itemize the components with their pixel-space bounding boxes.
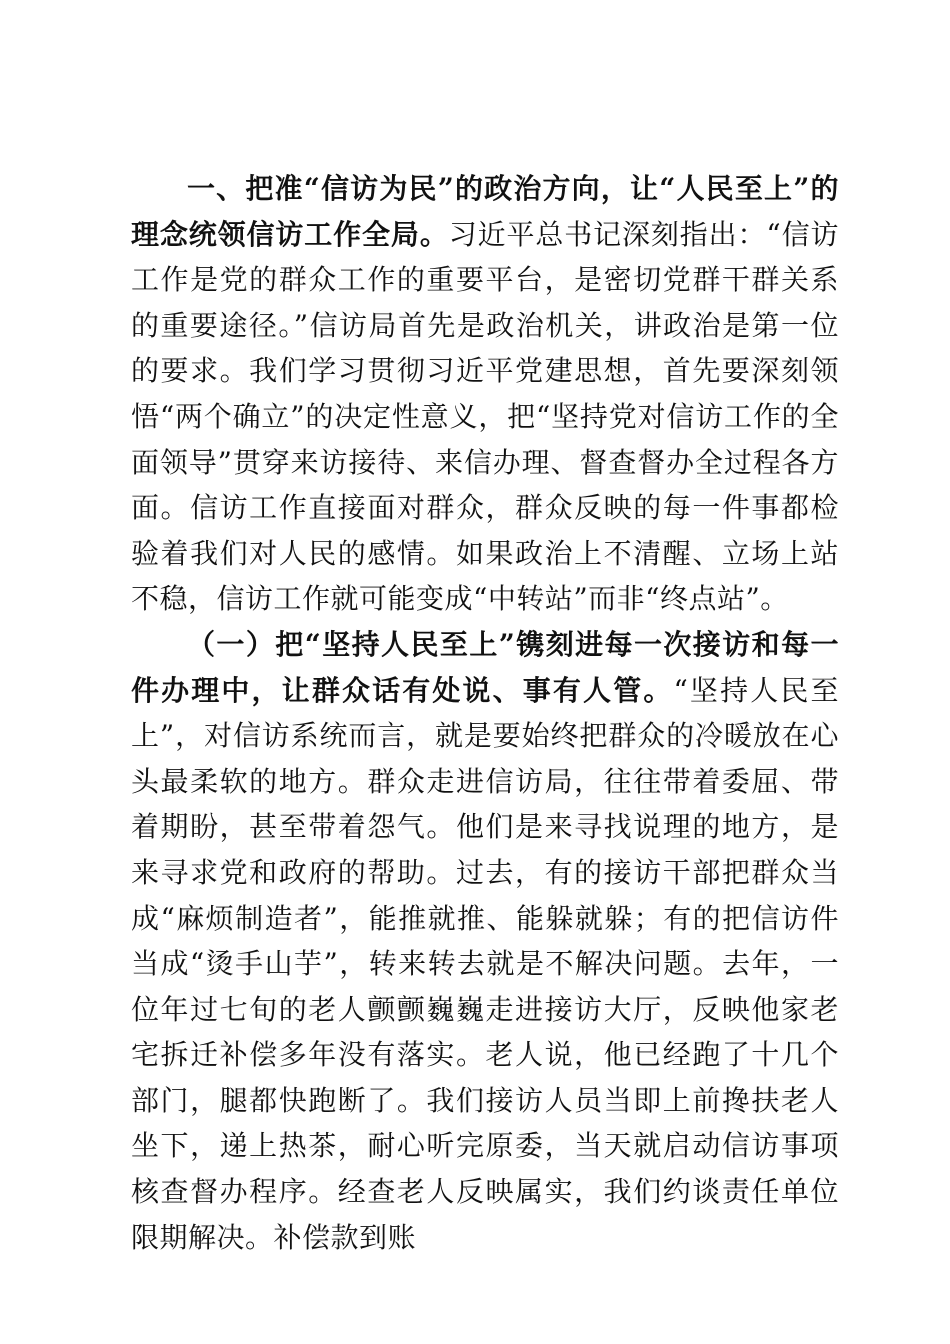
document-body: [131, 166, 839, 1260]
subsection-heading-one: （一）把“坚持人民至上”镌刻进每一次接访和每一件办理中，让群众话有处说、事有人管。: [131, 627, 839, 707]
paragraph-section-one: [131, 166, 839, 622]
paragraph-subsection-one: [131, 622, 839, 1260]
paragraph-body-two: “坚持人民至上”，对信访系统而言，就是要始终把群众的冷暖放在心头最柔软的地方。群众走进信访局，往往带着委屈、带着期盼，甚至带着怨气。他们是来寻找说理的地方，是来寻求党和政府的帮助。过去，有的接访干部把群众当成“麻烦制造者”，能推就推、能躲就躲；有的把信访件当成“烫手山芋”，转来转去就是不解决问题。去年，一位年过七旬的老人颤颤巍巍走进接访大厅，反映他家老宅拆迁补偿多年没有落实。老人说，他已经跑了十几个部门，腿都快跑断了。我们接访人员当即上前搀扶老人坐下，递上热茶，耐心听完原委，当天就启动信访事项核查督办程序。经查老人反映属实，我们约谈责任单位限期解决。补偿款到账: [131, 673, 839, 1254]
paragraph-body-one: 习近平总书记深刻指出：“信访工作是党的群众工作的重要平台，是密切党群干群关系的重要途径。”信访局首先是政治机关，讲政治是第一位的要求。我们学习贯彻习近平党建思想，首先要深刻领悟“两个确立”的决定性意义，把“坚持党对信访工作的全面领导”贯穿来访接待、来信办理、督查督办全过程各方面。信访工作直接面对群众，群众反映的每一件事都检验着我们对人民的感情。如果政治上不清醒、立场上站不稳，信访工作就可能变成“中转站”而非“终点站”。: [131, 217, 839, 616]
section-heading-one: 一、把准“信访为民”的政治方向，让“人民至上”的理念统领信访工作全局。: [131, 172, 839, 251]
